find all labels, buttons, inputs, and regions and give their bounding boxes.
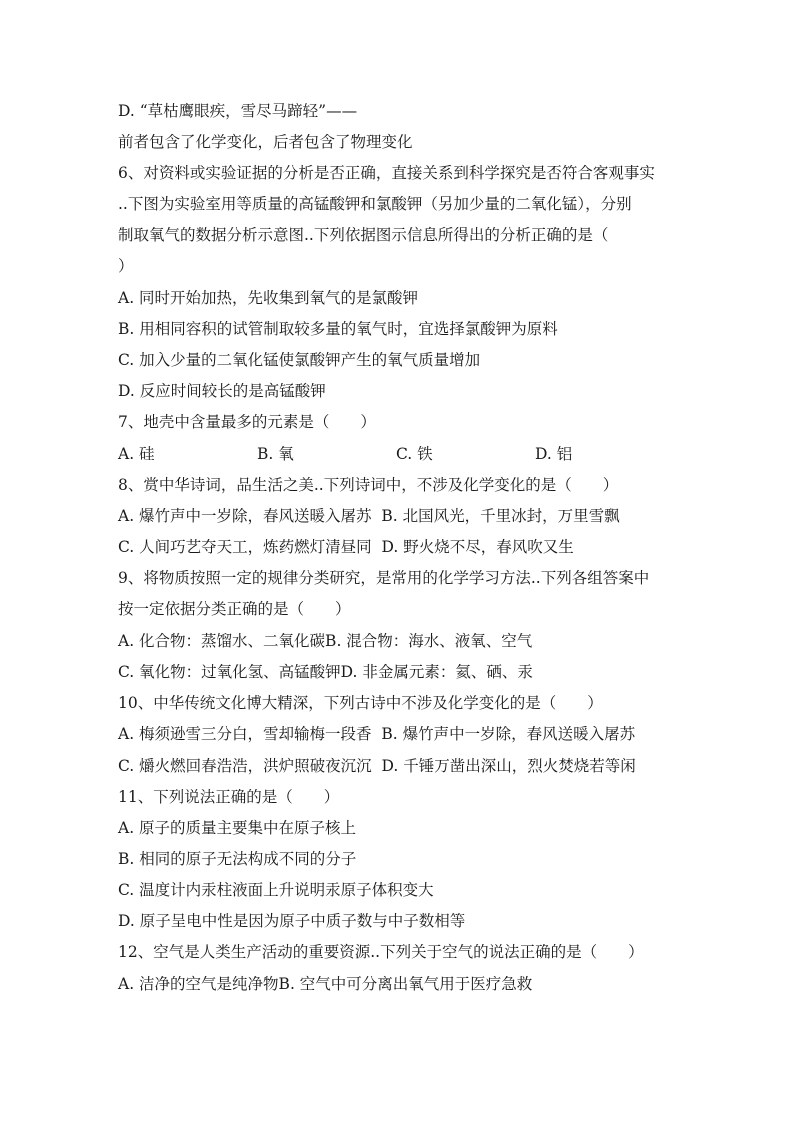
text-line: 按一定依据分类正确的是（ ）	[118, 600, 351, 618]
text-line: 12、空气是人类生产活动的重要资源..下列关于空气的说法正确的是（ ）	[118, 943, 644, 961]
text-line: A. 爆竹声中一岁除，春风送暖入屠苏 B. 北国风光，千里冰封，万里雪飘	[118, 507, 620, 525]
text-line: C. 人间巧艺夺天工，炼药燃灯清昼同 D. 野火烧不尽，春风吹又生	[118, 538, 574, 556]
text-line: C. 加入少量的二氧化锰使氯酸钾产生的氧气质量增加	[118, 351, 481, 369]
text-line: A. 洁净的空气是纯净物B. 空气中可分离出氧气用于医疗急救	[118, 975, 533, 993]
text-line: D. “草枯鹰眼疾，雪尽马蹄轻”——	[118, 102, 358, 120]
text-line: 制取氧气的数据分析示意图..下列依据图示信息所得出的分析正确的是（	[118, 226, 609, 244]
text-line: B. 相同的原子无法构成不同的分子	[118, 850, 357, 868]
text-line: C. 爝火燃回春浩浩，洪炉照破夜沉沉 D. 千锤万凿出深山，烈火焚烧若等闲	[118, 757, 636, 775]
text-line: 前者包含了化学变化，后者包含了物理变化	[118, 133, 413, 151]
text-line: D. 反应时间较长的是高锰酸钾	[118, 382, 326, 400]
q7-option-b: B. 氧	[257, 445, 294, 463]
text-line: D. 原子呈电中性是因为原子中质子数与中子数相等	[118, 912, 466, 930]
text-line: ..下图为实验室用等质量的高锰酸钾和氯酸钾（另加少量的二氧化锰），分别	[118, 195, 632, 213]
q7-option-a: A. 硅	[118, 445, 155, 463]
text-line: 9、将物质按照一定的规律分类研究，是常用的化学学习方法..下列各组答案中	[118, 569, 650, 587]
text-line: 6、对资料或实验证据的分析是否正确，直接关系到科学探究是否符合客观事实	[118, 164, 655, 182]
text-line: A. 原子的质量主要集中在原子核上	[118, 819, 357, 837]
text-line: B. 用相同容积的试管制取较多量的氧气时，宜选择氯酸钾为原料	[118, 320, 558, 338]
text-line: A. 同时开始加热，先收集到氧气的是氯酸钾	[118, 289, 419, 307]
q7-option-c: C. 铁	[396, 445, 433, 463]
text-line: 8、赏中华诗词，品生活之美..下列诗词中，不涉及化学变化的是（ ）	[118, 476, 619, 494]
text-line: A. 化合物：蒸馏水、二氧化碳B. 混合物：海水、液氧、空气	[118, 632, 533, 650]
text-line: 7、地壳中含量最多的元素是（ ）	[118, 413, 376, 431]
text-line: 10、中华传统文化博大精深，下列古诗中不涉及化学变化的是（ ）	[118, 694, 603, 712]
text-line: C. 氧化物：过氧化氢、高锰酸钾D. 非金属元素：氦、硒、汞	[118, 663, 533, 681]
text-line: 11、下列说法正确的是（ ）	[118, 788, 340, 806]
q7-option-d: D. 铝	[535, 445, 573, 463]
text-line: A. 梅须逊雪三分白，雪却输梅一段香 B. 爆竹声中一岁除，春风送暖入屠苏	[118, 725, 636, 743]
text-line: ）	[118, 257, 134, 275]
text-line: C. 温度计内汞柱液面上升说明汞原子体积变大	[118, 881, 434, 899]
